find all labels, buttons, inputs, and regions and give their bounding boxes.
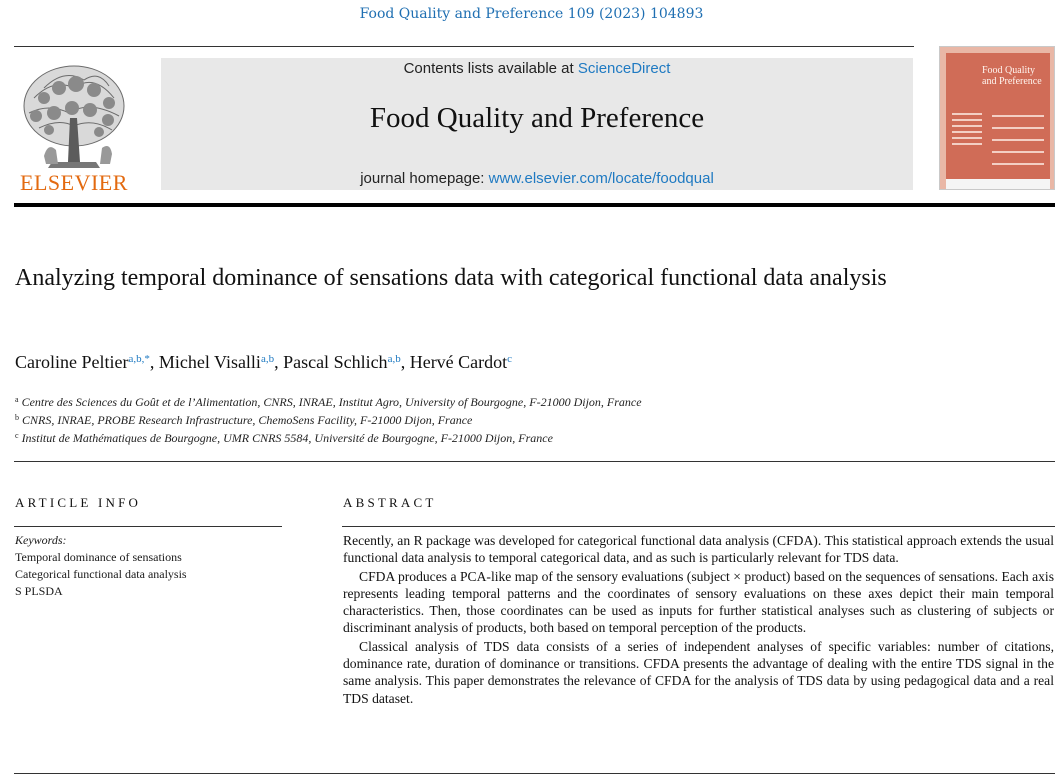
journal-citation[interactable]: Food Quality and Preference 109 (2023) 104893 xyxy=(359,6,704,22)
abstract-paragraph: CFDA produces a PCA-like map of the sensory evaluations (subject × product) based on the sequences of sensations. Each axis represents leading temporal patterns and the coordinates of sensory evaluations on these axes depict their main temporal characteristics. Then, those coordinates can be used as inputs for further statistical analyses such as clustering of subjects or discriminant analysis of products, both based on temporal perception of the products. xyxy=(343,568,1054,636)
affiliation-mark: b xyxy=(15,413,19,422)
journal-title: Food Quality and Preference xyxy=(369,102,705,134)
journal-homepage-link[interactable]: www.elsevier.com/locate/foodqual xyxy=(488,170,714,187)
keyword: S PLSDA xyxy=(15,584,63,598)
author-affiliation-marks[interactable]: c xyxy=(507,353,513,365)
elsevier-wordmark[interactable]: ELSEVIER xyxy=(20,170,128,195)
abstract-heading: ABSTRACT xyxy=(343,495,437,510)
author-name[interactable]: Michel Visalli xyxy=(158,352,261,372)
abstract-paragraph: Classical analysis of TDS data consists of a series of independent analyses of specific variables: number of citations, dominance rate, duration of dominance or transitions. CFDA presents the advantage of dealing with the entire TDS signal in the same analysis. This paper demonstrates the relevance of CFDA for the analysis of TDS data by using pedagogical data and a real TDS dataset. xyxy=(343,638,1054,706)
keyword: Categorical functional data analysis xyxy=(15,567,187,581)
contents-prefix: Contents lists available at xyxy=(403,60,578,77)
cover-title: Food Quality and Preference xyxy=(982,65,1042,87)
header-rule xyxy=(14,46,914,47)
author-name[interactable]: Caroline Peltier xyxy=(15,352,129,372)
affiliation xyxy=(15,431,553,446)
affiliation-text: CNRS, INRAE, PROBE Research Infrastructure, ChemoSens Facility, F-21000 Dijon, France xyxy=(22,413,473,427)
section-rule xyxy=(14,461,1055,462)
author-affiliation-marks[interactable]: a,b xyxy=(260,353,275,365)
affiliation-text: Centre des Sciences du Goût et de l’Alimentation, CNRS, INRAE, Institut Agro, University of Bourgogne, F-21000 Dijon, France xyxy=(21,395,642,409)
cover-footer xyxy=(946,179,1050,189)
article-title: Analyzing temporal dominance of sensations data with categorical functional data analysis xyxy=(15,265,887,291)
journal-cover-image[interactable] xyxy=(939,46,1055,190)
author-name[interactable]: Pascal Schlich xyxy=(283,352,388,372)
homepage-line xyxy=(161,170,913,187)
article-info-rule xyxy=(14,526,282,527)
author-name[interactable]: Hervé Cardot xyxy=(409,352,508,372)
affiliation-mark: a xyxy=(15,395,19,404)
affiliation-mark: c xyxy=(15,431,19,440)
affiliation xyxy=(15,413,472,428)
abstract-paragraph: Recently, an R package was developed for categorical functional data analysis (CFDA). This statistical approach extends the usual functional data analysis to temporal categorical data, and as such is particularly relevant for TDS data. xyxy=(343,533,1054,566)
sciencedirect-link[interactable]: ScienceDirect xyxy=(577,60,671,77)
contents-line xyxy=(161,60,913,77)
affiliation-text: Institut de Mathématiques de Bourgogne, UMR CNRS 5584, Université de Bourgogne, F-21000 Dijon, France xyxy=(21,431,553,445)
homepage-prefix: journal homepage: xyxy=(360,170,489,187)
masthead-thick-rule xyxy=(14,203,1055,207)
keywords-label: Keywords: xyxy=(15,533,67,547)
author-affiliation-marks[interactable]: a,b xyxy=(387,353,401,365)
author-affiliation-marks[interactable]: a,b,* xyxy=(128,353,150,365)
keyword: Temporal dominance of sensations xyxy=(15,550,182,564)
abstract-rule xyxy=(342,526,1055,527)
affiliation xyxy=(15,395,642,410)
abstract-body xyxy=(343,532,1054,707)
footer-rule xyxy=(14,773,1055,774)
journal-masthead xyxy=(161,58,913,190)
author-list: Caroline Peltier$^{a,b,*}$, Michel Visalli$^{a,b}$, Pascal Schlich$^{a,b}$, Hervé Cardot$^c$ xyxy=(15,352,513,372)
article-info-heading: ARTICLE INFO xyxy=(15,495,142,510)
